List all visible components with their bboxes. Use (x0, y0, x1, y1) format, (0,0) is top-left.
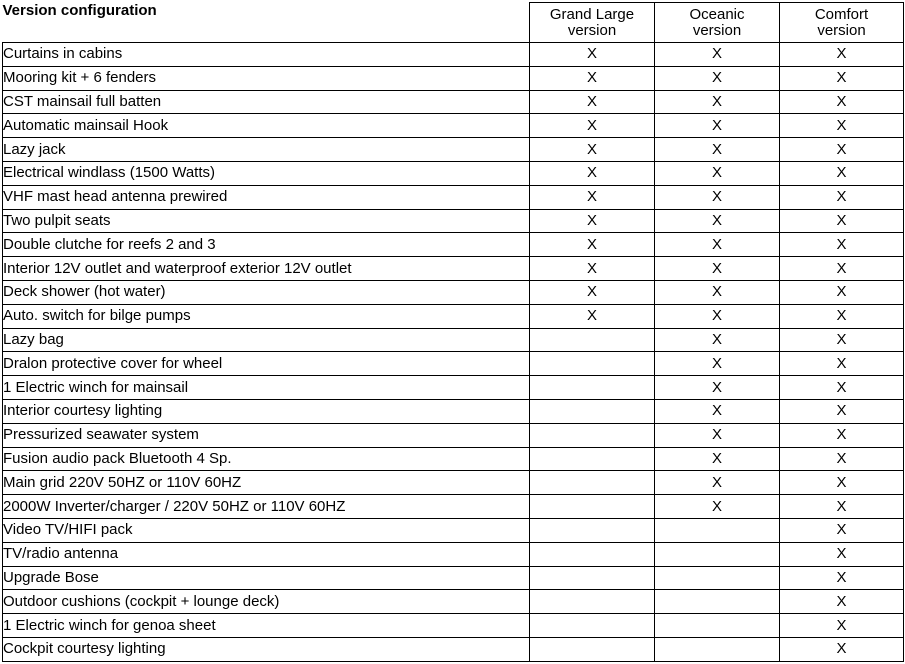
feature-cell: Automatic mainsail Hook (3, 114, 530, 138)
included-mark: X (836, 330, 847, 348)
table-row (3, 471, 904, 495)
included-mark: X (711, 426, 722, 444)
mark-cell (780, 614, 904, 638)
included-mark: X (836, 188, 847, 206)
feature-cell: Mooring kit + 6 fenders (3, 66, 530, 90)
included-mark: X (836, 116, 847, 134)
included-mark: X (836, 497, 847, 515)
column-header-line: version (817, 21, 866, 39)
mark-cell (780, 637, 904, 661)
mark-cell (530, 209, 655, 233)
included-mark: X (586, 283, 597, 301)
table-row (3, 399, 904, 423)
table-row (3, 495, 904, 519)
table-row (3, 376, 904, 400)
included-mark: X (711, 307, 722, 325)
mark-cell (655, 614, 780, 638)
column-header-grand-large (530, 3, 655, 43)
table-row (3, 447, 904, 471)
mark-cell (780, 590, 904, 614)
feature-cell: Main grid 220V 50HZ or 110V 60HZ (3, 471, 530, 495)
included-mark: X (836, 402, 847, 420)
mark-cell (780, 352, 904, 376)
included-mark: X (711, 140, 722, 158)
table-row (3, 614, 904, 638)
mark-cell (655, 566, 780, 590)
included-mark: X (836, 164, 847, 182)
included-mark: X (711, 378, 722, 396)
mark-cell (655, 376, 780, 400)
mark-cell (530, 233, 655, 257)
included-mark: X (586, 45, 597, 63)
included-mark: X (586, 188, 597, 206)
column-header-line: Oceanic (689, 5, 745, 23)
mark-cell (655, 43, 780, 67)
mark-cell (530, 66, 655, 90)
mark-cell (655, 637, 780, 661)
included-mark: X (586, 307, 597, 325)
mark-cell (655, 399, 780, 423)
mark-cell (780, 471, 904, 495)
feature-cell: Double clutche for reefs 2 and 3 (3, 233, 530, 257)
included-mark: X (711, 92, 722, 110)
table-row (3, 209, 904, 233)
mark-cell (655, 138, 780, 162)
included-mark: X (836, 568, 847, 586)
mark-cell (780, 280, 904, 304)
mark-cell (780, 566, 904, 590)
included-mark: X (836, 235, 847, 253)
mark-cell (530, 566, 655, 590)
table-row (3, 590, 904, 614)
feature-cell: Pressurized seawater system (3, 423, 530, 447)
mark-cell (780, 66, 904, 90)
mark-cell (655, 233, 780, 257)
mark-cell (780, 304, 904, 328)
version-configuration-table (2, 2, 904, 662)
mark-cell (655, 328, 780, 352)
feature-cell: Upgrade Bose (3, 566, 530, 590)
column-header-line: version (567, 21, 617, 39)
table-row (3, 138, 904, 162)
table-row (3, 114, 904, 138)
feature-cell: CST mainsail full batten (3, 90, 530, 114)
mark-cell (655, 257, 780, 281)
mark-cell (530, 376, 655, 400)
column-header-line: Grand Large (549, 5, 635, 23)
included-mark: X (711, 235, 722, 253)
included-mark: X (836, 45, 847, 63)
included-mark: X (836, 354, 847, 372)
feature-cell: Video TV/HIFI pack (3, 518, 530, 542)
feature-cell: Lazy bag (3, 328, 530, 352)
mark-cell (530, 542, 655, 566)
table-title: Version configuration (3, 3, 530, 43)
mark-cell (530, 114, 655, 138)
included-mark: X (711, 259, 722, 277)
feature-cell: Interior 12V outlet and waterproof exterior 12V outlet (3, 257, 530, 281)
table-row (3, 257, 904, 281)
feature-cell: TV/radio antenna (3, 542, 530, 566)
mark-cell (655, 90, 780, 114)
included-mark: X (711, 354, 722, 372)
mark-cell (780, 257, 904, 281)
feature-cell: Curtains in cabins (3, 43, 530, 67)
mark-cell (655, 518, 780, 542)
table-row (3, 328, 904, 352)
included-mark: X (711, 45, 722, 63)
feature-cell: Auto. switch for bilge pumps (3, 304, 530, 328)
included-mark: X (836, 211, 847, 229)
included-mark: X (836, 140, 847, 158)
table-row (3, 280, 904, 304)
included-mark: X (836, 307, 847, 325)
mark-cell (780, 185, 904, 209)
feature-cell: Interior courtesy lighting (3, 399, 530, 423)
included-mark: X (836, 640, 847, 658)
mark-cell (780, 209, 904, 233)
mark-cell (530, 447, 655, 471)
mark-cell (780, 447, 904, 471)
mark-cell (530, 161, 655, 185)
mark-cell (530, 257, 655, 281)
mark-cell (780, 423, 904, 447)
mark-cell (530, 518, 655, 542)
included-mark: X (586, 116, 597, 134)
included-mark: X (711, 211, 722, 229)
mark-cell (530, 423, 655, 447)
table-row (3, 637, 904, 661)
included-mark: X (586, 140, 597, 158)
column-header-line: Comfort (814, 5, 869, 23)
included-mark: X (711, 116, 722, 134)
mark-cell (655, 447, 780, 471)
included-mark: X (836, 426, 847, 444)
included-mark: X (836, 592, 847, 610)
table-row (3, 185, 904, 209)
mark-cell (780, 161, 904, 185)
mark-cell (655, 185, 780, 209)
header-row (3, 3, 904, 43)
table-row (3, 518, 904, 542)
feature-cell: Electrical windlass (1500 Watts) (3, 161, 530, 185)
included-mark: X (586, 211, 597, 229)
included-mark: X (586, 259, 597, 277)
included-mark: X (836, 616, 847, 634)
included-mark: X (836, 69, 847, 87)
feature-cell: 1 Electric winch for mainsail (3, 376, 530, 400)
included-mark: X (711, 473, 722, 491)
column-header-line: version (692, 21, 742, 39)
mark-cell (780, 233, 904, 257)
included-mark: X (711, 164, 722, 182)
included-mark: X (711, 497, 722, 515)
included-mark: X (836, 378, 847, 396)
table-row (3, 566, 904, 590)
table-row (3, 66, 904, 90)
included-mark: X (586, 69, 597, 87)
included-mark: X (836, 283, 847, 301)
included-mark: X (711, 449, 722, 467)
mark-cell (655, 114, 780, 138)
mark-cell (530, 637, 655, 661)
included-mark: X (586, 164, 597, 182)
table-row (3, 542, 904, 566)
table-row (3, 43, 904, 67)
mark-cell (530, 352, 655, 376)
mark-cell (655, 161, 780, 185)
mark-cell (655, 495, 780, 519)
included-mark: X (836, 473, 847, 491)
mark-cell (530, 495, 655, 519)
mark-cell (530, 399, 655, 423)
mark-cell (530, 43, 655, 67)
included-mark: X (836, 259, 847, 277)
table-row (3, 423, 904, 447)
included-mark: X (711, 188, 722, 206)
mark-cell (780, 114, 904, 138)
mark-cell (780, 376, 904, 400)
mark-cell (530, 280, 655, 304)
mark-cell (655, 280, 780, 304)
mark-cell (530, 138, 655, 162)
table-row (3, 304, 904, 328)
included-mark: X (586, 235, 597, 253)
mark-cell (655, 66, 780, 90)
included-mark: X (586, 92, 597, 110)
mark-cell (655, 423, 780, 447)
included-mark: X (836, 449, 847, 467)
mark-cell (530, 590, 655, 614)
feature-cell: Outdoor cushions (cockpit + lounge deck) (3, 590, 530, 614)
feature-cell: VHF mast head antenna prewired (3, 185, 530, 209)
feature-cell: Two pulpit seats (3, 209, 530, 233)
mark-cell (530, 185, 655, 209)
included-mark: X (836, 545, 847, 563)
mark-cell (530, 90, 655, 114)
feature-cell: Lazy jack (3, 138, 530, 162)
included-mark: X (711, 69, 722, 87)
mark-cell (655, 352, 780, 376)
mark-cell (780, 138, 904, 162)
feature-cell: 1 Electric winch for genoa sheet (3, 614, 530, 638)
mark-cell (655, 542, 780, 566)
included-mark: X (836, 521, 847, 539)
mark-cell (780, 328, 904, 352)
feature-cell: Cockpit courtesy lighting (3, 637, 530, 661)
mark-cell (780, 495, 904, 519)
column-header-comfort (780, 3, 904, 43)
table-row (3, 352, 904, 376)
included-mark: X (711, 402, 722, 420)
table-row (3, 161, 904, 185)
feature-cell: Deck shower (hot water) (3, 280, 530, 304)
included-mark: X (836, 92, 847, 110)
mark-cell (530, 614, 655, 638)
table-row (3, 233, 904, 257)
mark-cell (780, 43, 904, 67)
mark-cell (780, 90, 904, 114)
feature-cell: Fusion audio pack Bluetooth 4 Sp. (3, 447, 530, 471)
feature-cell: Dralon protective cover for wheel (3, 352, 530, 376)
feature-cell: 2000W Inverter/charger / 220V 50HZ or 110V 60HZ (3, 495, 530, 519)
mark-cell (530, 304, 655, 328)
included-mark: X (711, 283, 722, 301)
table-row (3, 90, 904, 114)
mark-cell (780, 518, 904, 542)
mark-cell (655, 471, 780, 495)
mark-cell (655, 590, 780, 614)
mark-cell (655, 304, 780, 328)
mark-cell (655, 209, 780, 233)
mark-cell (780, 542, 904, 566)
column-header-oceanic (655, 3, 780, 43)
included-mark: X (711, 330, 722, 348)
mark-cell (780, 399, 904, 423)
mark-cell (530, 328, 655, 352)
mark-cell (530, 471, 655, 495)
